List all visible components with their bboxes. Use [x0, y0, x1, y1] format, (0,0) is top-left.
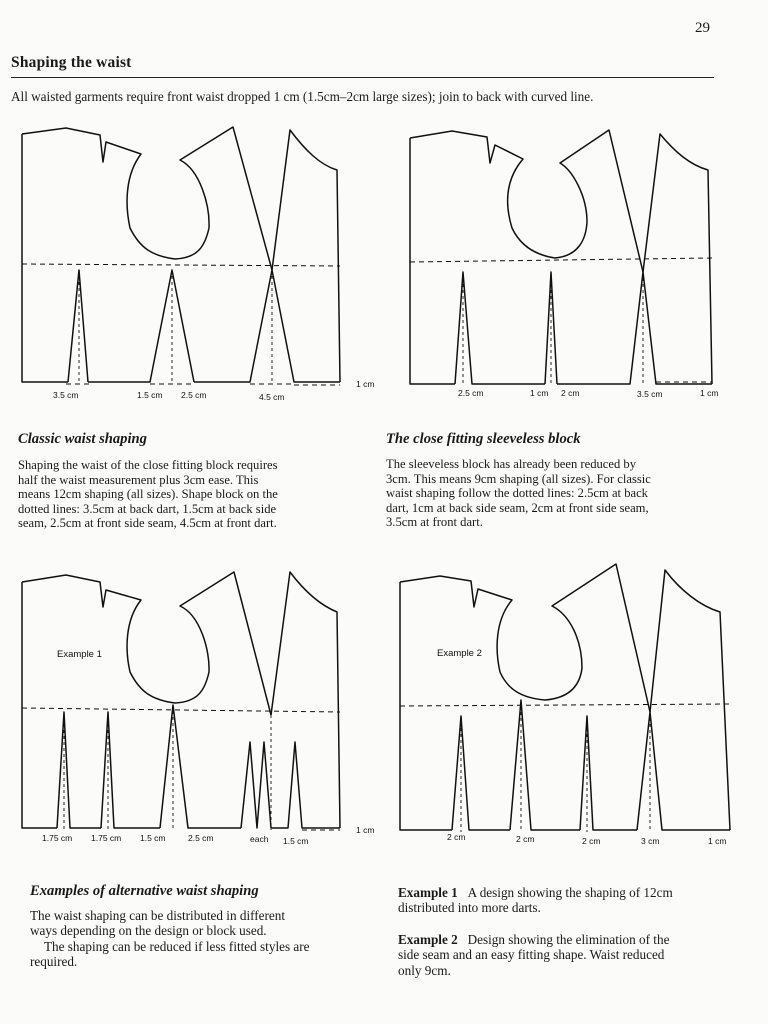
sleeveless-line: 3cm. This means 9cm shaping (all sizes). For classic	[386, 471, 651, 486]
classic-line: Shaping the waist of the close fitting block requires	[18, 458, 278, 472]
example2-text	[398, 932, 748, 978]
sleeveless-front-dart	[557, 272, 712, 384]
sleeveless-body	[386, 457, 651, 530]
sleeveless-line: waist shaping follow the dotted lines: 2.5cm at back	[386, 486, 648, 501]
example2-label-4: 3 cm	[641, 836, 660, 846]
sleeveless-line: dart, 1cm at back side seam, 2cm at front side seam,	[386, 500, 649, 515]
back-dart	[68, 270, 88, 382]
classic-line: half the waist measurement plus 3cm ease. This	[18, 472, 259, 487]
example2-guides	[461, 700, 650, 832]
sleeveless-back-outline	[410, 130, 643, 272]
example1-guides	[64, 705, 271, 830]
classic-label-4: 4.5 cm	[259, 392, 285, 402]
example2-front-dart	[637, 712, 730, 830]
example2-back-outline	[400, 564, 650, 712]
drop-line	[66, 384, 340, 385]
example2-line: only 9cm.	[398, 962, 451, 978]
classic-line: dotted lines: 3.5cm at back dart, 1.5cm at back side	[18, 501, 277, 516]
front-dart	[194, 270, 340, 382]
example1-line: A design showing the shaping of 12cm	[467, 885, 673, 900]
example1-front-darts	[241, 742, 340, 828]
waist-dotted-line	[22, 264, 340, 266]
alternative-heading: Examples of alternative waist shaping	[30, 883, 259, 899]
example2-line: side seam and an easy fitting shape. Waist reduced	[398, 947, 665, 963]
alternative-line: The shaping can be reduced if less fitted styles are	[44, 938, 310, 954]
intro-text: All waisted garments require front waist dropped 1 cm (1.5cm–2cm large sizes); join to back with curved line.	[11, 89, 594, 104]
example2-back-edge	[400, 582, 452, 830]
sleeveless-heading: The close fitting sleeveless block	[386, 431, 581, 447]
sleeveless-line: The sleeveless block has already been reduced by	[386, 457, 637, 471]
example2-label-5: 1 cm	[708, 836, 727, 846]
example1-label: Example 1	[398, 885, 458, 900]
example1-label-4: 2.5 cm	[188, 833, 214, 843]
example1-label-7: 1 cm	[356, 825, 375, 835]
sleeveless-back-dart	[455, 272, 545, 384]
example2-label-2: 2 cm	[516, 834, 535, 844]
page-number: 29	[695, 20, 710, 36]
example1-back-edge	[22, 582, 57, 828]
classic-label-5: 1 cm	[356, 379, 375, 389]
back-edge	[22, 134, 68, 382]
example1-label-5: each	[250, 834, 269, 844]
section-title: Shaping the waist	[11, 54, 132, 71]
sleeveless-label-1: 2.5 cm	[458, 388, 484, 398]
example1-text	[398, 885, 748, 916]
example2-dart-2	[510, 700, 580, 830]
example1-dart-2	[101, 712, 160, 828]
example1-dart-3	[160, 705, 241, 828]
example2-line: Design showing the elimination of the	[467, 932, 670, 947]
example1-label-2: 1.75 cm	[91, 833, 122, 843]
example1-label-1: 1.75 cm	[42, 833, 73, 843]
example1-back-outline	[22, 572, 271, 715]
alternative-line: ways depending on the design or block used.	[30, 923, 267, 939]
classic-label-3: 2.5 cm	[181, 390, 207, 400]
example1-waist-line	[22, 708, 340, 712]
example2-label-3: 2 cm	[582, 836, 601, 846]
example1-front-outline	[271, 572, 340, 828]
alternative-body	[30, 908, 309, 970]
example2-waist-line	[400, 704, 730, 706]
classic-label-1: 3.5 cm	[53, 390, 79, 400]
example1-label-3: 1.5 cm	[140, 833, 166, 843]
example2-label-1: 2 cm	[447, 832, 466, 842]
example2-name: Example 2	[437, 648, 482, 659]
example2-front-outline	[650, 570, 730, 830]
sleeveless-waist-line	[410, 258, 712, 262]
classic-line: seam, 2.5cm at front side seam, 4.5cm at front dart.	[18, 516, 277, 531]
sleeveless-label-2: 1 cm	[530, 388, 549, 398]
sleeveless-guides	[463, 272, 643, 386]
sleeveless-label-4: 3.5 cm	[637, 389, 663, 399]
example2-dart-3	[580, 716, 637, 830]
sleeveless-line: 3.5cm at front dart.	[386, 515, 483, 530]
alternative-line: required.	[30, 954, 78, 970]
sleeveless-label-5: 1 cm	[700, 388, 719, 398]
sleeveless-label-3: 2 cm	[561, 388, 580, 398]
classic-label-2: 1.5 cm	[137, 390, 163, 400]
back-block-outline	[22, 127, 272, 270]
classic-line: means 12cm shaping (all sizes). Shape block on the	[18, 487, 278, 502]
example1-label-6: 1.5 cm	[283, 836, 309, 846]
classic-heading: Classic waist shaping	[18, 431, 147, 447]
example1-line: distributed into more darts.	[398, 900, 541, 916]
classic-body	[18, 458, 278, 531]
front-block-outline	[272, 130, 340, 382]
example1-name: Example 1	[57, 649, 102, 660]
alternative-line: The waist shaping can be distributed in different	[30, 908, 286, 923]
side-dart	[88, 270, 194, 382]
example2-label: Example 2	[398, 932, 458, 947]
